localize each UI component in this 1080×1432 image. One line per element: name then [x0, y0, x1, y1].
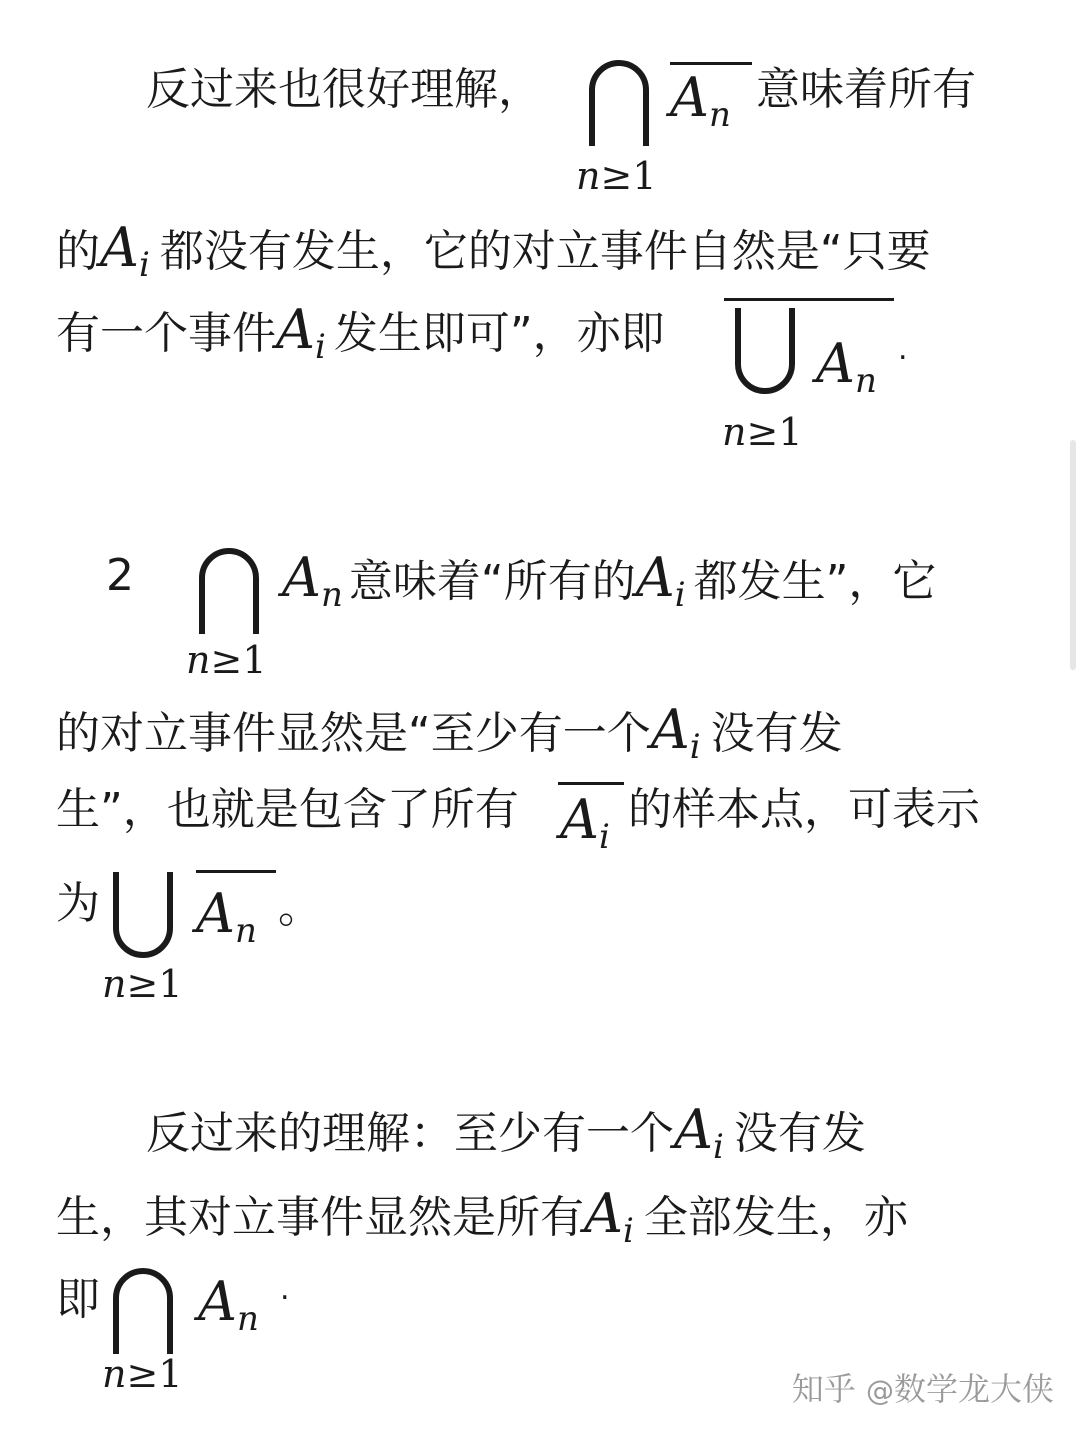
- p2-line3-end: 的样本点，可表示: [628, 784, 980, 835]
- bigcup-symbol-1: [730, 306, 800, 402]
- watermark-author: 数学龙大侠: [893, 1370, 1054, 1408]
- overline-1: [670, 62, 752, 65]
- overline-3: [558, 782, 624, 785]
- complement-A-n-1: $A_n$: [670, 66, 731, 135]
- limit-label-3: n≥1: [186, 638, 267, 682]
- overline-2: [724, 298, 894, 301]
- overline-4: [196, 870, 276, 873]
- A-n-1: $A_n$: [816, 332, 877, 401]
- bigcap-symbol-1: [584, 52, 654, 148]
- p2-line1-text: $A_n$ 意味着“所有的$A_i$ 都发生”，它: [282, 546, 937, 615]
- watermark: [792, 1364, 1054, 1410]
- p2-line4-end: 。: [278, 882, 322, 933]
- p2-line2-text: 的对立事件显然是“至少有一个$A_i$ 没有发: [56, 698, 843, 767]
- bigcap-symbol-3: [108, 1260, 178, 1356]
- limit-label-5: n≥1: [102, 1352, 183, 1396]
- bigcap-symbol-2: [194, 540, 264, 636]
- bigcup-symbol-2: [108, 870, 178, 966]
- limit-label-2: n≥1: [722, 410, 803, 454]
- p1-intro: 反过来也很好理解，: [146, 64, 542, 115]
- p1-line3-text: 有一个事件$A_i$ 发生即可”，亦即: [56, 298, 665, 367]
- limit-label-1: n≥1: [576, 154, 657, 198]
- A-n-2: $A_n$: [198, 1270, 259, 1339]
- p2-line4-start: 为: [56, 878, 100, 929]
- limit-label-4: n≥1: [102, 962, 183, 1006]
- p1-after-expr: 意味着所有: [756, 64, 976, 115]
- p3-end-dot: .: [280, 1272, 290, 1307]
- watermark-at: @: [865, 1374, 894, 1407]
- p1-line1-text: [146, 62, 542, 118]
- watermark-site: 知乎: [791, 1370, 856, 1408]
- p1-end-dot: .: [898, 332, 908, 367]
- p1-line2-text: 的$A_i$ 都没有发生，它的对立事件自然是“只要: [56, 216, 931, 285]
- p3-line2-text: 生，其对立事件显然是所有$A_i$ 全部发生，亦: [56, 1182, 908, 1251]
- p2-line3-start: 生”，也就是包含了所有: [56, 784, 519, 835]
- complement-A-n-2: $A_n$: [196, 882, 257, 951]
- complement-A-i: $A_i$: [560, 788, 610, 857]
- p2-number: 2: [106, 550, 134, 601]
- p3-line3-start: 即: [56, 1274, 100, 1325]
- p3-line1-text: 反过来的理解：至少有一个$A_i$ 没有发: [146, 1098, 866, 1167]
- scrollbar[interactable]: [1070, 440, 1076, 670]
